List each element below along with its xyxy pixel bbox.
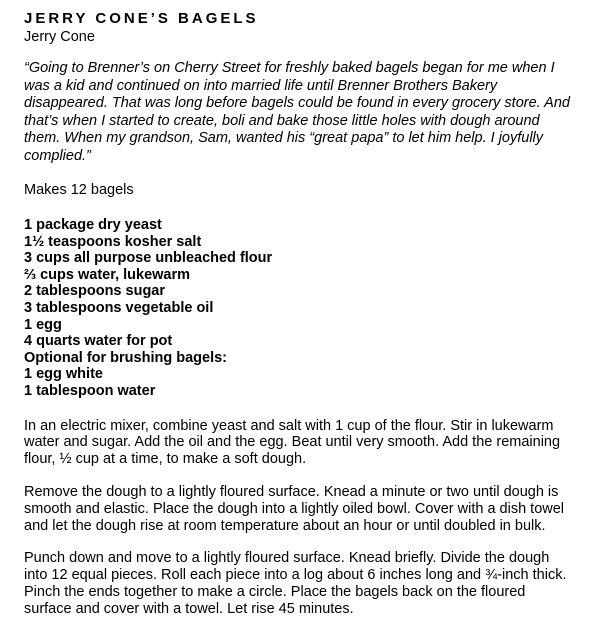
instruction-step: Punch down and move to a lightly floured surface. Knead briefly. Divide the dough into 12 equal pieces. Roll each piece into a log about 6 inches long and ¾-inch thick. Pinch the ends together to make a circle. Place the bagels back on the floured surface and cover with a towel. Let rise 45 minutes.	[24, 550, 567, 617]
instruction-step: Remove the dough to a lightly floured surface. Knead a minute or two until dough is smooth and elastic. Place the dough into a lightly oiled bowl. Cover with a dish towel and let the dough rise at room temperature about an hour or until doubled in bulk.	[24, 483, 565, 534]
ingredient-item: 1 egg white	[24, 366, 103, 383]
recipe-author: Jerry Cone	[24, 29, 95, 45]
ingredient-list	[24, 217, 584, 400]
recipe-quote: “Going to Brenner’s on Cherry Street for freshly baked bagels began for me when I was a kid and continued on into married life until Brenner Brothers Bakery disappeared. That was long before bagels could be found in every grocery store. And that’s when I started to create, boli and bake those little holes with dough around them. When my grandson, Sam, wanted his “great papa” to let him help. I joyfully complied.”	[24, 60, 570, 164]
ingredient-subheading: Optional for brushing bagels:	[24, 349, 227, 366]
ingredient-item: 3 tablespoons vegetable oil	[24, 299, 214, 316]
ingredient-item: 3 cups all purpose unbleached flour	[24, 250, 273, 267]
recipe-title: JERRY CONE’S BAGELS	[24, 10, 259, 27]
ingredient-item: 1 egg	[24, 316, 62, 333]
ingredient-item: 1½ teaspoons kosher salt	[24, 233, 202, 250]
instruction-step: In an electric mixer, combine yeast and salt with 1 cup of the flour. Stir in lukewarm water and sugar. Add the oil and the egg. Beat until very smooth. Add the remaining flour, ½ cup at a time, to make a soft dough.	[24, 417, 561, 468]
recipe-page	[24, 10, 584, 634]
ingredient-item: ⅔ cups water, lukewarm	[24, 266, 191, 283]
ingredient-item: 2 tablespoons sugar	[24, 283, 166, 300]
ingredient-item: 1 package dry yeast	[24, 217, 162, 233]
recipe-yield: Makes 12 bagels	[24, 182, 134, 198]
ingredient-item: 1 tablespoon water	[24, 382, 156, 399]
ingredient-item: 4 quarts water for pot	[24, 333, 173, 350]
